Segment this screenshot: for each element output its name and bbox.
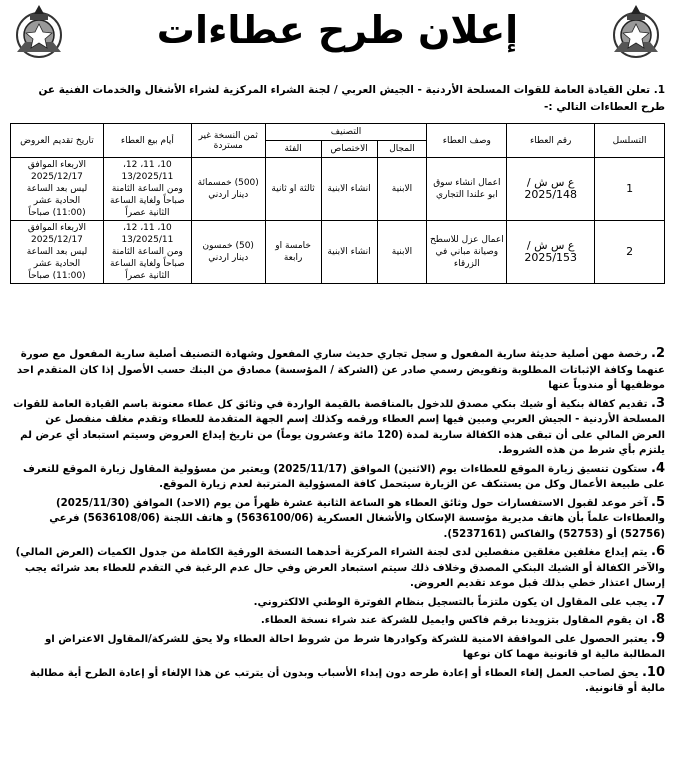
col-sale-days-header: أيام بيع العطاء <box>103 124 191 158</box>
term-text: ستكون تنسيق زيارة الموقع للعطاءات يوم (الاثنين) الموافق (2025/11/17) ويعتبر من مسؤولية المقاول زيارة الموقع للتعرف على طبيعة الأعمال وكل من يستنكف عن الزيارة سيتحمل كافة المسؤولية المترتبة لعدم زيارة الموقع. <box>22 463 665 490</box>
term-text: يحق لصاحب العمل إلغاء العطاء أو إعادة طرحه دون إبداء الأسباب وبدون أن يترتب عن هذا الإلغاء أو إعادة الطرح أية مطالبة مالية أو قانونية. <box>29 667 665 694</box>
submit-time: (11:00) صباحاً <box>28 208 86 218</box>
term-number: 10. <box>641 664 665 680</box>
submit-date-cell <box>11 158 104 221</box>
bid-no-prefix: ع س ش / <box>526 176 575 189</box>
sale-days-cell <box>103 221 191 284</box>
col-serial-header: التسلسل <box>595 124 665 158</box>
submit-deadline: ليس بعد الساعة الحادية عشر <box>26 184 88 206</box>
submit-date-cell <box>11 221 104 284</box>
term-number: 3. <box>651 395 665 411</box>
field-cell: الابنية <box>377 221 427 284</box>
table-row <box>11 221 665 284</box>
term-text: ان يقوم المقاول بتزويدنا برقم فاكس وايميل للشركة عند شراء نسخة العطاء. <box>260 615 648 626</box>
term-number: 5. <box>651 494 665 510</box>
desc-cell: اعمال انشاء سوق ابو علندا التجاري <box>427 158 507 221</box>
price-cell: (500) خمسمائة دينار اردني <box>191 158 265 221</box>
tenders-table <box>10 123 665 284</box>
category-cell: خامسة او رابعة <box>265 221 321 284</box>
intro-line: 1. تعلن القيادة العامة للقوات المسلحة الأردنية - الجيش العربي / لجنة الشراء المركزية لشراء الأشغال والخدمات الفنية عن <box>38 84 665 96</box>
submit-deadline: ليس بعد الساعة الحادية عشر <box>26 247 88 269</box>
sale-hours: ومن الساعة الثامنة صباحاً ولغاية الساعة الثانية عصراً <box>109 247 185 281</box>
term-number: 4. <box>651 460 665 476</box>
term-text: يتم إيداع مغلفين مغلقين منفصلين لدى لجنة الشراء المركزية أحدهما النسخة الورقية الكاملة من جدول الكميات (العرض المالي) والآخر الكفالة أو الشيك البنكي المصدق وخلاف ذلك سيتم استبعاد العرض وفي حال عدم الرغبة في التقدم للعطاء بعد شرائه يجب إرسال اعتذار خطي بذلك قبل موعد تقديم العروض. <box>15 547 665 589</box>
bid-no-number: 2025/153 <box>524 251 578 264</box>
price-cell: (50) خمسون دينار اردني <box>191 221 265 284</box>
term-item <box>10 631 665 663</box>
term-text: رخصة مهن أصلية حديثة سارية المفعول و سجل تجاري حديث ساري المفعول وشهادة التصنيف أصلية سارية المفعول مع صورة عنهما وكافة الإثباتات المطلوبة وتفويض رسمي صادر عن (الشركة / المؤسسة) مصادق من البنك حسب الأصول إذا كان المتقدم احد موظفيها أو مندوباً عنها <box>16 349 665 391</box>
term-item <box>10 594 665 611</box>
field-cell: الابنية <box>377 158 427 221</box>
term-text: يعتبر الحصول على الموافقة الامنية للشركة وكوادرها شرط من شروط احالة العطاء ولا يحق للشركة/المقاول الاعتراض او المطالبة مالية او قانونية مهما كان نوعها <box>44 633 665 660</box>
col-price-header: ثمن النسخة غير مستردة <box>191 124 265 158</box>
specialty-cell: انشاء الابنية <box>321 158 377 221</box>
intro-paragraph <box>10 82 665 116</box>
submit-date: 2025/12/17 <box>31 235 83 245</box>
term-item <box>10 396 665 459</box>
category-cell: ثالثة او ثانية <box>265 158 321 221</box>
col-classification-header: التصنيف <box>265 124 427 141</box>
sale-dates: 10، 11، 12، 13/2025/11 <box>121 223 174 245</box>
submit-time: (11:00) صباحاً <box>28 271 86 281</box>
term-text: آخر موعد لقبول الاستفسارات حول وثائق العطاء هو الساعة الثانية عشرة ظهراً من يوم (الاحد) الموافق (2025/11/30) والعطاءات علماً بأن هاتف مديرية مؤسسة الإسكان والأشغال العسكرية (5636100/06) و هاتف اللجنة (5636108/06) فرعي (52756) أو (52753) والفاكس (5237161). <box>49 497 665 540</box>
bid-no-cell <box>507 158 595 221</box>
col-bid-no-header: رقم العطاء <box>507 124 595 158</box>
table-header-row <box>11 124 665 141</box>
desc-cell: اعمال عزل للاسطح وصيانة مباني في الزرقاء <box>427 221 507 284</box>
col-desc-header: وصف العطاء <box>427 124 507 158</box>
term-item <box>10 461 665 493</box>
col-submit-date-header: تاريخ تقديم العروض <box>11 124 104 158</box>
table-row <box>11 158 665 221</box>
jordan-army-emblem-icon <box>605 2 667 64</box>
bid-no-number: 2025/148 <box>524 188 578 201</box>
submit-day: الاربعاء الموافق <box>27 223 86 233</box>
col-specialty-header: الاختصاص <box>321 141 377 158</box>
term-text: تقديم كفالة بنكية أو شيك بنكي مصدق للدخول بالمناقصة بالقيمة الواردة في وثائق كل عطاء معنونة باسم القيادة العامة للقوات المسلحة الأردنية - الجيش العربي ومبين فيها إسم العطاء ورقمه وكذلك إسم الجهة المتقدمة للعطاء وتقدم مغلف منفصل عن العرض المالي على أن تبقى هذه الكفالة سارية لمدة (120 مائة وعشرون يوماً) من تاريخ إيداع العروض وسيتم استبعاد أي عرض لم يلتزم بأي شرط من هذه الشروط. <box>13 398 665 456</box>
serial-cell: 2 <box>595 221 665 284</box>
sale-dates: 10، 11، 12، 13/2025/11 <box>121 160 174 182</box>
sale-days-cell <box>103 158 191 221</box>
jordan-army-emblem-icon <box>8 2 70 64</box>
term-number: 2. <box>651 346 665 361</box>
term-number: 6. <box>651 544 665 559</box>
col-category-header: الفئة <box>265 141 321 158</box>
term-item <box>10 665 665 697</box>
term-item <box>10 612 665 629</box>
term-item <box>10 346 665 394</box>
specialty-cell: انشاء الابنية <box>321 221 377 284</box>
term-item <box>10 544 665 592</box>
page-title: إعلان طرح عطاءات <box>156 8 519 52</box>
term-number: 7. <box>651 593 665 609</box>
serial-cell: 1 <box>595 158 665 221</box>
term-text: يجب على المقاول ان يكون ملتزماً بالتسجيل بنظام الفوترة الوطني الالكتروني. <box>253 596 648 608</box>
sale-hours: ومن الساعة الثامنة صباحاً ولغاية الساعة الثانية عصراً <box>109 184 185 218</box>
term-number: 8. <box>651 612 665 627</box>
terms-list <box>10 346 665 699</box>
term-number: 9. <box>651 630 665 646</box>
intro-line: طرح العطاءات التالي :- <box>543 101 665 113</box>
submit-day: الاربعاء الموافق <box>27 160 86 170</box>
bid-no-cell <box>507 221 595 284</box>
bid-no-prefix: ع س ش / <box>526 239 575 252</box>
term-item <box>10 495 665 543</box>
submit-date: 2025/12/17 <box>31 172 83 182</box>
col-field-header: المجال <box>377 141 427 158</box>
